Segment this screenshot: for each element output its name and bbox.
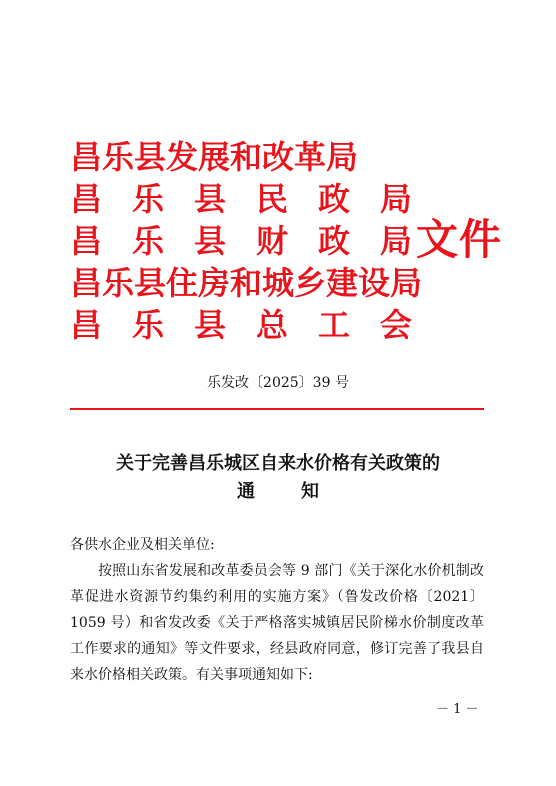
document-title [0, 450, 556, 506]
issuing-authorities [70, 136, 423, 346]
org-char: 昌 [70, 306, 103, 344]
org-char: 总 [255, 306, 288, 344]
org-line-5 [70, 304, 412, 346]
org-char: 县 [193, 180, 226, 218]
org-char: 财 [255, 222, 288, 260]
org-char: 乐 [131, 306, 164, 344]
org-char: 局 [379, 222, 412, 260]
document-body [70, 532, 484, 688]
org-char: 昌 [70, 222, 103, 260]
document-number: 乐发改〔2025〕39 号 [207, 375, 349, 391]
org-char: 县 [193, 306, 226, 344]
title-char-1: 通 [237, 481, 255, 502]
title-line-2 [0, 478, 556, 506]
org-char: 县 [193, 222, 226, 260]
org-char: 政 [317, 222, 350, 260]
title-char-2: 知 [301, 481, 319, 502]
org-char: 乐 [131, 180, 164, 218]
org-char: 乐 [131, 222, 164, 260]
paragraph-1: 按照山东省发展和改革委员会等 9 部门《关于深化水价机制改革促进水资源节约集约利用的实施方案》（鲁发改价格〔2021〕1059 号）和省发改委《关于严格落实城镇居民阶梯水价制度改革工作要求的通知》等文件要求，经县政府同意，修订完善了我县自来水价格相关政策。有关事项通知如下: [70, 563, 484, 683]
org-char: 政 [317, 180, 350, 218]
org-char: 局 [379, 180, 412, 218]
red-divider [70, 408, 484, 410]
title-line-1: 关于完善昌乐城区自来水价格有关政策的 [116, 453, 440, 474]
org-line-4: 昌乐县住房和城乡建设局 [70, 264, 423, 302]
org-char: 会 [379, 306, 412, 344]
salutation: 各供水企业及相关单位: [70, 537, 215, 553]
org-char: 民 [255, 180, 288, 218]
page-number: － 1 － [436, 702, 479, 717]
org-char: 昌 [70, 180, 103, 218]
org-line-1: 昌乐县发展和改革局 [70, 138, 359, 176]
org-char: 工 [317, 306, 350, 344]
document-suffix: 文件 [416, 215, 503, 264]
org-line-2 [70, 178, 412, 220]
org-line-3 [70, 220, 412, 262]
